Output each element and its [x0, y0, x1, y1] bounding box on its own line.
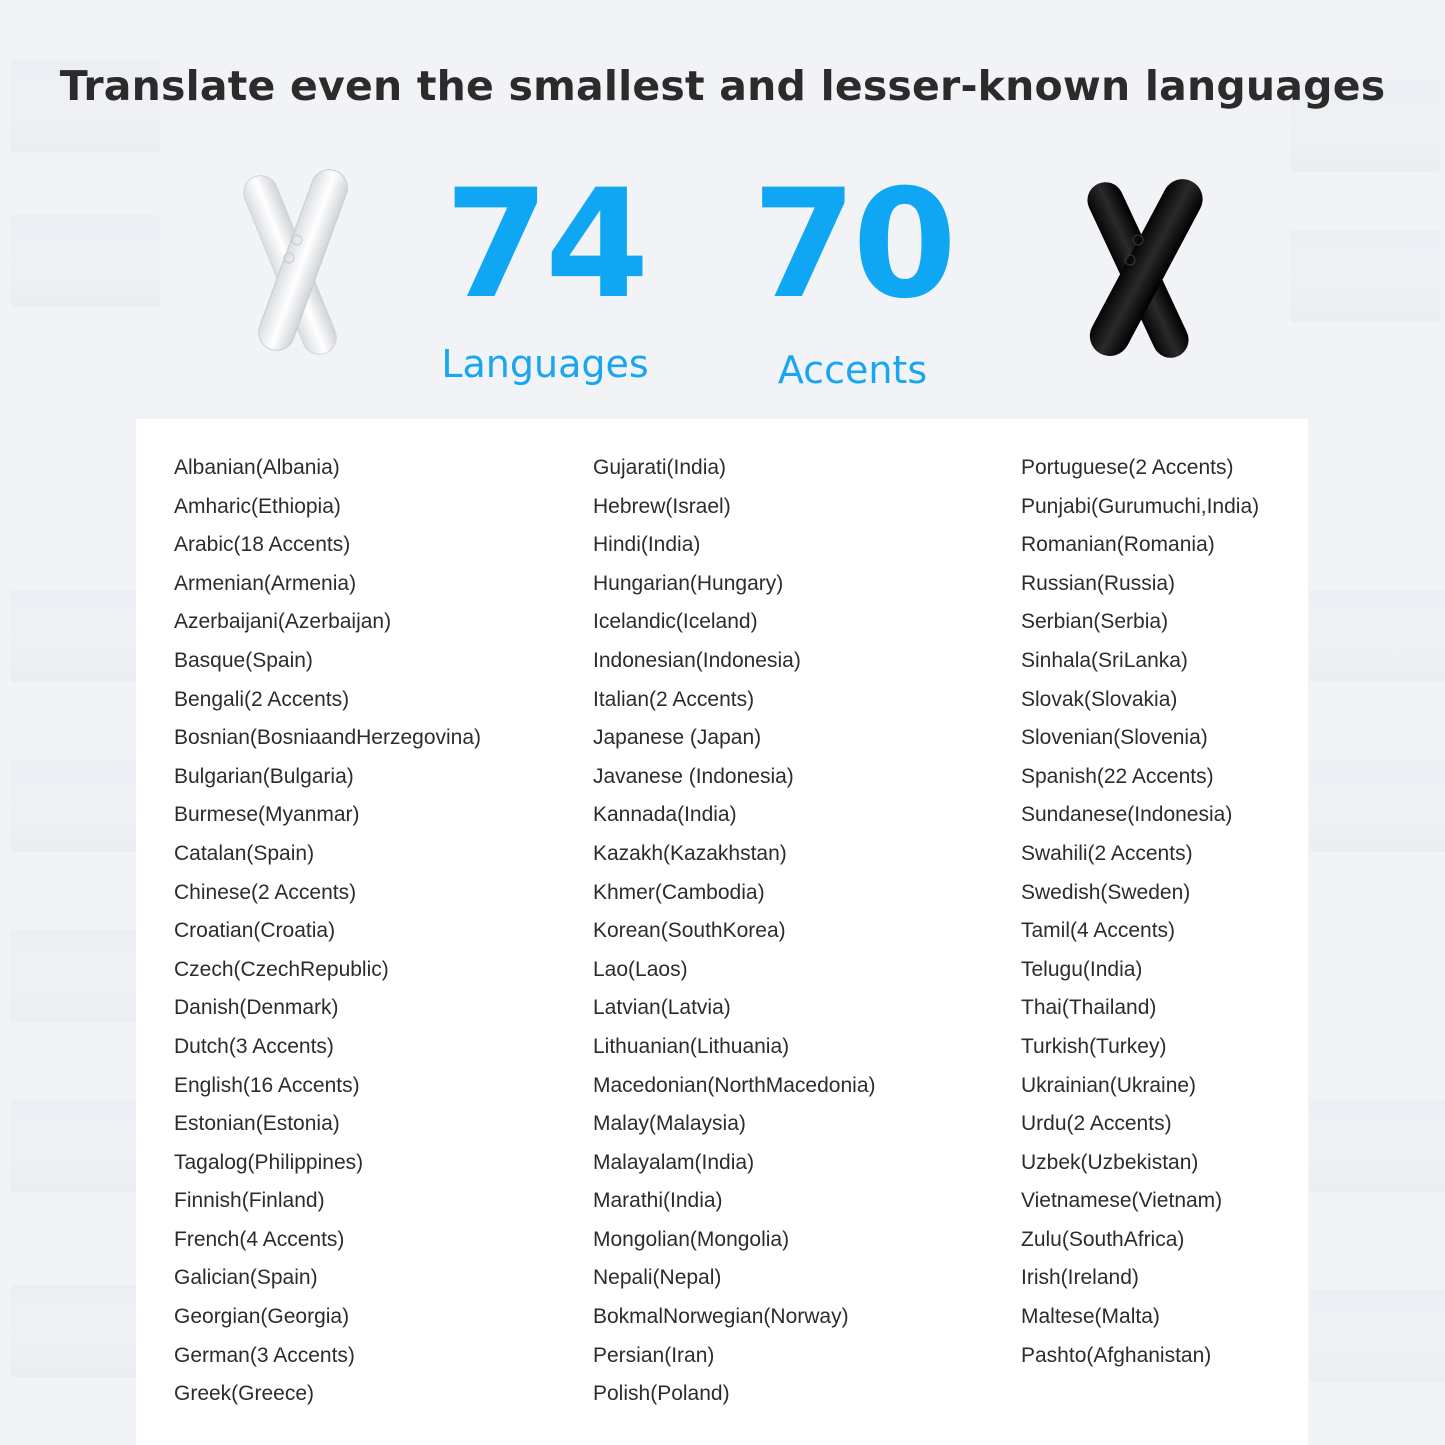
- language-item: Nepali(Nepal): [593, 1266, 722, 1290]
- language-item: Amharic(Ethiopia): [174, 494, 341, 518]
- language-item: Hungarian(Hungary): [593, 571, 784, 595]
- language-item: Tagalog(Philippines): [174, 1150, 364, 1174]
- language-item: Zulu(SouthAfrica): [1021, 1227, 1185, 1251]
- accents-label: Accents: [777, 348, 928, 392]
- language-column-1: [174, 453, 481, 1418]
- language-column-3: [1021, 453, 1259, 1379]
- hero-section: [0, 150, 1445, 390]
- language-item: Marathi(India): [593, 1189, 723, 1213]
- language-item: Irish(Ireland): [1021, 1266, 1139, 1290]
- language-item: Lao(Laos): [593, 957, 688, 981]
- language-item: Sundanese(Indonesia): [1021, 803, 1233, 827]
- language-item: Czech(CzechRepublic): [174, 957, 389, 981]
- black-translator-pen-icon: [1060, 160, 1230, 370]
- language-item: Catalan(Spain): [174, 841, 315, 865]
- language-item: Croatian(Croatia): [174, 919, 336, 943]
- language-item: Serbian(Serbia): [1021, 610, 1169, 634]
- language-item: Khmer(Cambodia): [593, 880, 765, 904]
- accents-stat: [730, 158, 975, 392]
- language-item: Greek(Greece): [174, 1382, 315, 1406]
- languages-stat: [420, 158, 670, 386]
- language-item: Punjabi(Gurumuchi,India): [1021, 494, 1260, 518]
- language-item: Kazakh(Kazakhstan): [593, 841, 787, 865]
- language-item: Finnish(Finland): [174, 1189, 325, 1213]
- language-item: Macedonian(NorthMacedonia): [593, 1073, 876, 1097]
- language-item: Malayalam(India): [593, 1150, 755, 1174]
- white-translator-pen-icon: [215, 160, 385, 360]
- language-item: Urdu(2 Accents): [1021, 1112, 1172, 1136]
- language-item: Malay(Malaysia): [593, 1112, 746, 1136]
- language-item: Persian(Iran): [593, 1343, 715, 1367]
- language-item: Ukrainian(Ukraine): [1021, 1073, 1197, 1097]
- language-item: Swahili(2 Accents): [1021, 841, 1193, 865]
- language-item: Slovak(Slovakia): [1021, 687, 1178, 711]
- language-item: Danish(Denmark): [174, 996, 339, 1020]
- language-item: Azerbaijani(Azerbaijan): [174, 610, 392, 634]
- flag-decoration: [1310, 1290, 1445, 1382]
- language-item: Bosnian(BosniaandHerzegovina): [174, 726, 482, 750]
- language-item: Lithuanian(Lithuania): [593, 1034, 790, 1058]
- language-item: Japanese (Japan): [593, 726, 762, 750]
- language-item: Dutch(3 Accents): [174, 1034, 334, 1058]
- flag-decoration: [1310, 590, 1445, 682]
- language-item: Estonian(Estonia): [174, 1112, 340, 1136]
- language-item: Pashto(Afghanistan): [1021, 1343, 1212, 1367]
- language-item: Telugu(India): [1021, 957, 1143, 981]
- language-item: Kannada(India): [593, 803, 737, 827]
- accents-count: 70: [752, 158, 953, 332]
- language-item: Uzbek(Uzbekistan): [1021, 1150, 1199, 1174]
- language-item: BokmalNorwegian(Norway): [593, 1305, 849, 1329]
- languages-label: Languages: [441, 342, 649, 386]
- language-item: Tamil(4 Accents): [1021, 919, 1176, 943]
- language-item: Portuguese(2 Accents): [1021, 456, 1234, 479]
- language-item: Armenian(Armenia): [174, 571, 357, 595]
- language-item: Mongolian(Mongolia): [593, 1227, 790, 1251]
- language-item: Arabic(18 Accents): [174, 533, 351, 557]
- language-item: Indonesian(Indonesia): [593, 648, 801, 672]
- language-item: Javanese (Indonesia): [593, 764, 794, 788]
- language-item: Chinese(2 Accents): [174, 880, 357, 904]
- language-list-panel: [136, 419, 1308, 1445]
- flag-decoration: [1310, 1100, 1445, 1192]
- language-item: Italian(2 Accents): [593, 687, 755, 711]
- language-item: Maltese(Malta): [1021, 1305, 1160, 1329]
- language-item: Hindi(India): [593, 533, 701, 557]
- language-item: French(4 Accents): [174, 1227, 345, 1251]
- flag-decoration: [1310, 760, 1445, 852]
- language-item: Hebrew(Israel): [593, 494, 731, 518]
- language-item: English(16 Accents): [174, 1073, 360, 1097]
- language-item: Galician(Spain): [174, 1266, 318, 1290]
- language-item: Russian(Russia): [1021, 571, 1176, 595]
- language-item: Latvian(Latvia): [593, 996, 731, 1020]
- page-title: Translate even the smallest and lesser-known languages: [59, 62, 1386, 110]
- language-item: Thai(Thailand): [1021, 996, 1157, 1020]
- language-item: Vietnamese(Vietnam): [1021, 1189, 1223, 1213]
- language-item: German(3 Accents): [174, 1343, 355, 1367]
- language-item: Basque(Spain): [174, 648, 313, 672]
- language-item: Bengali(2 Accents): [174, 687, 350, 711]
- languages-count: 74: [444, 158, 646, 332]
- language-item: Bulgarian(Bulgaria): [174, 764, 354, 788]
- language-column-2: [593, 453, 876, 1418]
- language-item: Icelandic(Iceland): [593, 610, 758, 634]
- language-item: Albanian(Albania): [174, 456, 340, 479]
- language-item: Spanish(22 Accents): [1021, 764, 1214, 788]
- language-item: Korean(SouthKorea): [593, 919, 786, 943]
- language-item: Burmese(Myanmar): [174, 803, 360, 827]
- language-item: Swedish(Sweden): [1021, 880, 1191, 904]
- language-item: Turkish(Turkey): [1021, 1034, 1167, 1058]
- language-item: Romanian(Romania): [1021, 533, 1215, 557]
- language-item: Slovenian(Slovenia): [1021, 726, 1208, 750]
- language-item: Georgian(Georgia): [174, 1305, 350, 1329]
- language-item: Sinhala(SriLanka): [1021, 648, 1188, 672]
- language-item: Polish(Poland): [593, 1382, 730, 1406]
- language-item: Gujarati(India): [593, 456, 727, 479]
